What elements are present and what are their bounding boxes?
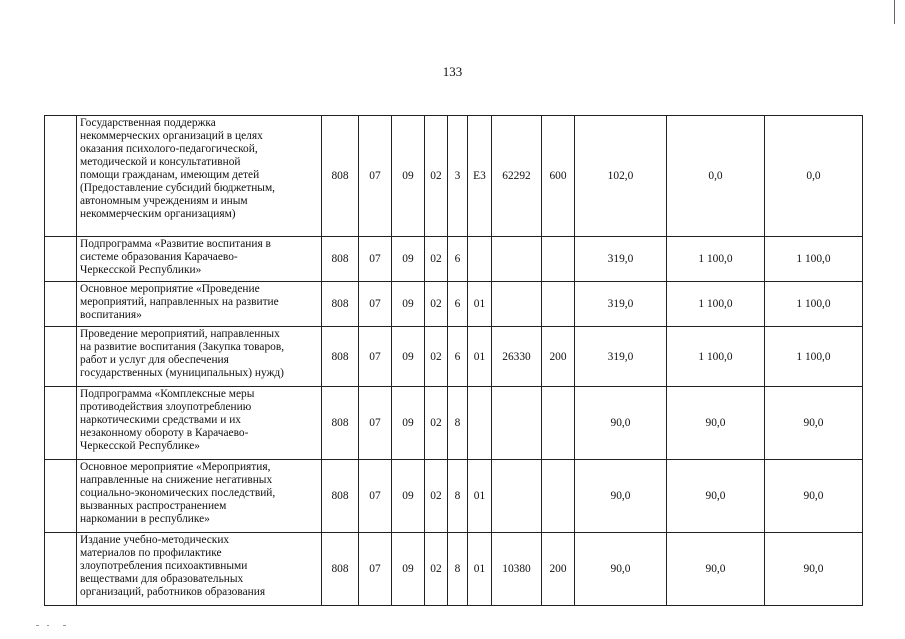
program-code: 02	[425, 460, 448, 533]
subsection-code: 09	[392, 327, 425, 387]
amount-year-3: 1 100,0	[765, 237, 863, 282]
subsection-code: 09	[392, 237, 425, 282]
description-line: Подпрограмма «Комплексные меры	[80, 388, 255, 400]
description-line: Основное мероприятие «Мероприятия,	[80, 461, 271, 473]
ministry-code: 808	[322, 282, 359, 327]
budget-table	[44, 115, 863, 606]
description-line: Черкесской Республике»	[80, 440, 200, 452]
direction-code: 10380	[492, 533, 542, 606]
program-code: 02	[425, 237, 448, 282]
row-description	[77, 327, 322, 387]
event-code: 01	[468, 327, 492, 387]
table-row	[45, 237, 863, 282]
scan-speck	[47, 625, 49, 626]
amount-year-2: 0,0	[667, 116, 765, 237]
expense-type-code	[542, 237, 575, 282]
description-line: работ и услуг для обеспечения	[80, 354, 229, 366]
section-code: 07	[359, 533, 392, 606]
description-line: противодействия злоупотреблению	[80, 401, 252, 413]
description-line: Издание учебно-методических	[80, 534, 230, 546]
description-line: направленные на снижение негативных	[80, 474, 273, 486]
description-line: Основное мероприятие «Проведение	[80, 283, 260, 295]
program-code: 02	[425, 116, 448, 237]
subsection-code: 09	[392, 533, 425, 606]
table-row	[45, 116, 863, 237]
description-line: на развитие воспитания (Закупка товаров,	[80, 341, 285, 353]
direction-code	[492, 460, 542, 533]
description-line: мероприятий, направленных на развитие	[80, 296, 279, 308]
page-number: 133	[442, 64, 463, 79]
row-description	[77, 282, 322, 327]
description-line: материалов по профилактике	[80, 547, 222, 559]
event-code: Е3	[468, 116, 492, 237]
row-number-cell	[45, 460, 77, 533]
row-description	[77, 387, 322, 460]
expense-type-code: 600	[542, 116, 575, 237]
subprogram-code: 8	[448, 387, 468, 460]
program-code: 02	[425, 282, 448, 327]
amount-year-2: 90,0	[667, 533, 765, 606]
amount-year-3: 90,0	[765, 533, 863, 606]
table-row	[45, 533, 863, 606]
description-line: незаконному обороту в Карачаево-	[80, 427, 249, 439]
subsection-code: 09	[392, 116, 425, 237]
subsection-code: 09	[392, 460, 425, 533]
description-line: оказания психолого-педагогической,	[80, 143, 258, 155]
expense-type-code: 200	[542, 533, 575, 606]
description-line: (Предоставление субсидий бюджетным,	[80, 182, 275, 194]
subprogram-code: 6	[448, 327, 468, 387]
event-code	[468, 237, 492, 282]
scan-edge-mark	[894, 0, 895, 24]
amount-year-2: 1 100,0	[667, 282, 765, 327]
description-line: помощи гражданам, имеющим детей	[80, 169, 260, 181]
row-description	[77, 116, 322, 237]
subprogram-code: 8	[448, 460, 468, 533]
description-line: Подпрограмма «Развитие воспитания в	[80, 238, 271, 250]
amount-year-1: 90,0	[575, 460, 667, 533]
direction-code: 26330	[492, 327, 542, 387]
description-line: Государственная поддержка	[80, 117, 216, 129]
event-code: 01	[468, 533, 492, 606]
scan-speck	[63, 625, 66, 626]
subsection-code: 09	[392, 282, 425, 327]
table-row	[45, 282, 863, 327]
subprogram-code: 8	[448, 533, 468, 606]
description-line: государственных (муниципальных) нужд)	[80, 367, 284, 379]
section-code: 07	[359, 460, 392, 533]
ministry-code: 808	[322, 116, 359, 237]
amount-year-2: 1 100,0	[667, 327, 765, 387]
subprogram-code: 6	[448, 237, 468, 282]
description-line: вызванных распространением	[80, 500, 227, 512]
program-code: 02	[425, 327, 448, 387]
amount-year-3: 90,0	[765, 460, 863, 533]
section-code: 07	[359, 282, 392, 327]
description-line: системе образования Карачаево-	[80, 251, 238, 263]
ministry-code: 808	[322, 533, 359, 606]
amount-year-1: 102,0	[575, 116, 667, 237]
subprogram-code: 6	[448, 282, 468, 327]
description-line: наркотическими средствами и их	[80, 414, 241, 426]
program-code: 02	[425, 387, 448, 460]
amount-year-1: 90,0	[575, 533, 667, 606]
amount-year-2: 90,0	[667, 460, 765, 533]
direction-code	[492, 282, 542, 327]
section-code: 07	[359, 237, 392, 282]
amount-year-1: 90,0	[575, 387, 667, 460]
event-code: 01	[468, 282, 492, 327]
amount-year-1: 319,0	[575, 282, 667, 327]
description-line: методической и консультативной	[80, 156, 241, 168]
row-number-cell	[45, 387, 77, 460]
row-number-cell	[45, 327, 77, 387]
description-line: автономным учреждениям и иным	[80, 195, 248, 207]
row-description	[77, 533, 322, 606]
scan-speck	[36, 625, 39, 626]
amount-year-3: 90,0	[765, 387, 863, 460]
event-code: 01	[468, 460, 492, 533]
expense-type-code	[542, 282, 575, 327]
amount-year-2: 90,0	[667, 387, 765, 460]
subprogram-code: 3	[448, 116, 468, 237]
amount-year-1: 319,0	[575, 327, 667, 387]
row-number-cell	[45, 116, 77, 237]
expense-type-code	[542, 460, 575, 533]
table-row	[45, 460, 863, 533]
direction-code	[492, 387, 542, 460]
section-code: 07	[359, 116, 392, 237]
ministry-code: 808	[322, 237, 359, 282]
row-description	[77, 237, 322, 282]
amount-year-2: 1 100,0	[667, 237, 765, 282]
subsection-code: 09	[392, 387, 425, 460]
amount-year-3: 0,0	[765, 116, 863, 237]
description-line: некоммерческим организациям)	[80, 208, 236, 220]
program-code: 02	[425, 533, 448, 606]
event-code	[468, 387, 492, 460]
row-number-cell	[45, 533, 77, 606]
description-line: Черкесской Республики»	[80, 264, 202, 276]
description-line: организаций, работников образования	[80, 586, 266, 598]
section-code: 07	[359, 387, 392, 460]
description-line: социально-экономических последствий,	[80, 487, 276, 499]
amount-year-3: 1 100,0	[765, 282, 863, 327]
amount-year-1: 319,0	[575, 237, 667, 282]
description-line: воспитания»	[80, 309, 142, 321]
expense-type-code	[542, 387, 575, 460]
description-line: веществами для образовательных	[80, 573, 244, 585]
expense-type-code: 200	[542, 327, 575, 387]
row-description	[77, 460, 322, 533]
description-line: некоммерческих организаций в целях	[80, 130, 263, 142]
ministry-code: 808	[322, 460, 359, 533]
direction-code	[492, 237, 542, 282]
row-number-cell	[45, 282, 77, 327]
description-line: наркомании в республике»	[80, 513, 210, 525]
amount-year-3: 1 100,0	[765, 327, 863, 387]
direction-code: 62292	[492, 116, 542, 237]
ministry-code: 808	[322, 387, 359, 460]
table-row	[45, 387, 863, 460]
description-line: Проведение мероприятий, направленных	[80, 328, 280, 340]
table-row	[45, 327, 863, 387]
row-number-cell	[45, 237, 77, 282]
description-line: злоупотребления психоактивными	[80, 560, 248, 572]
ministry-code: 808	[322, 327, 359, 387]
section-code: 07	[359, 327, 392, 387]
